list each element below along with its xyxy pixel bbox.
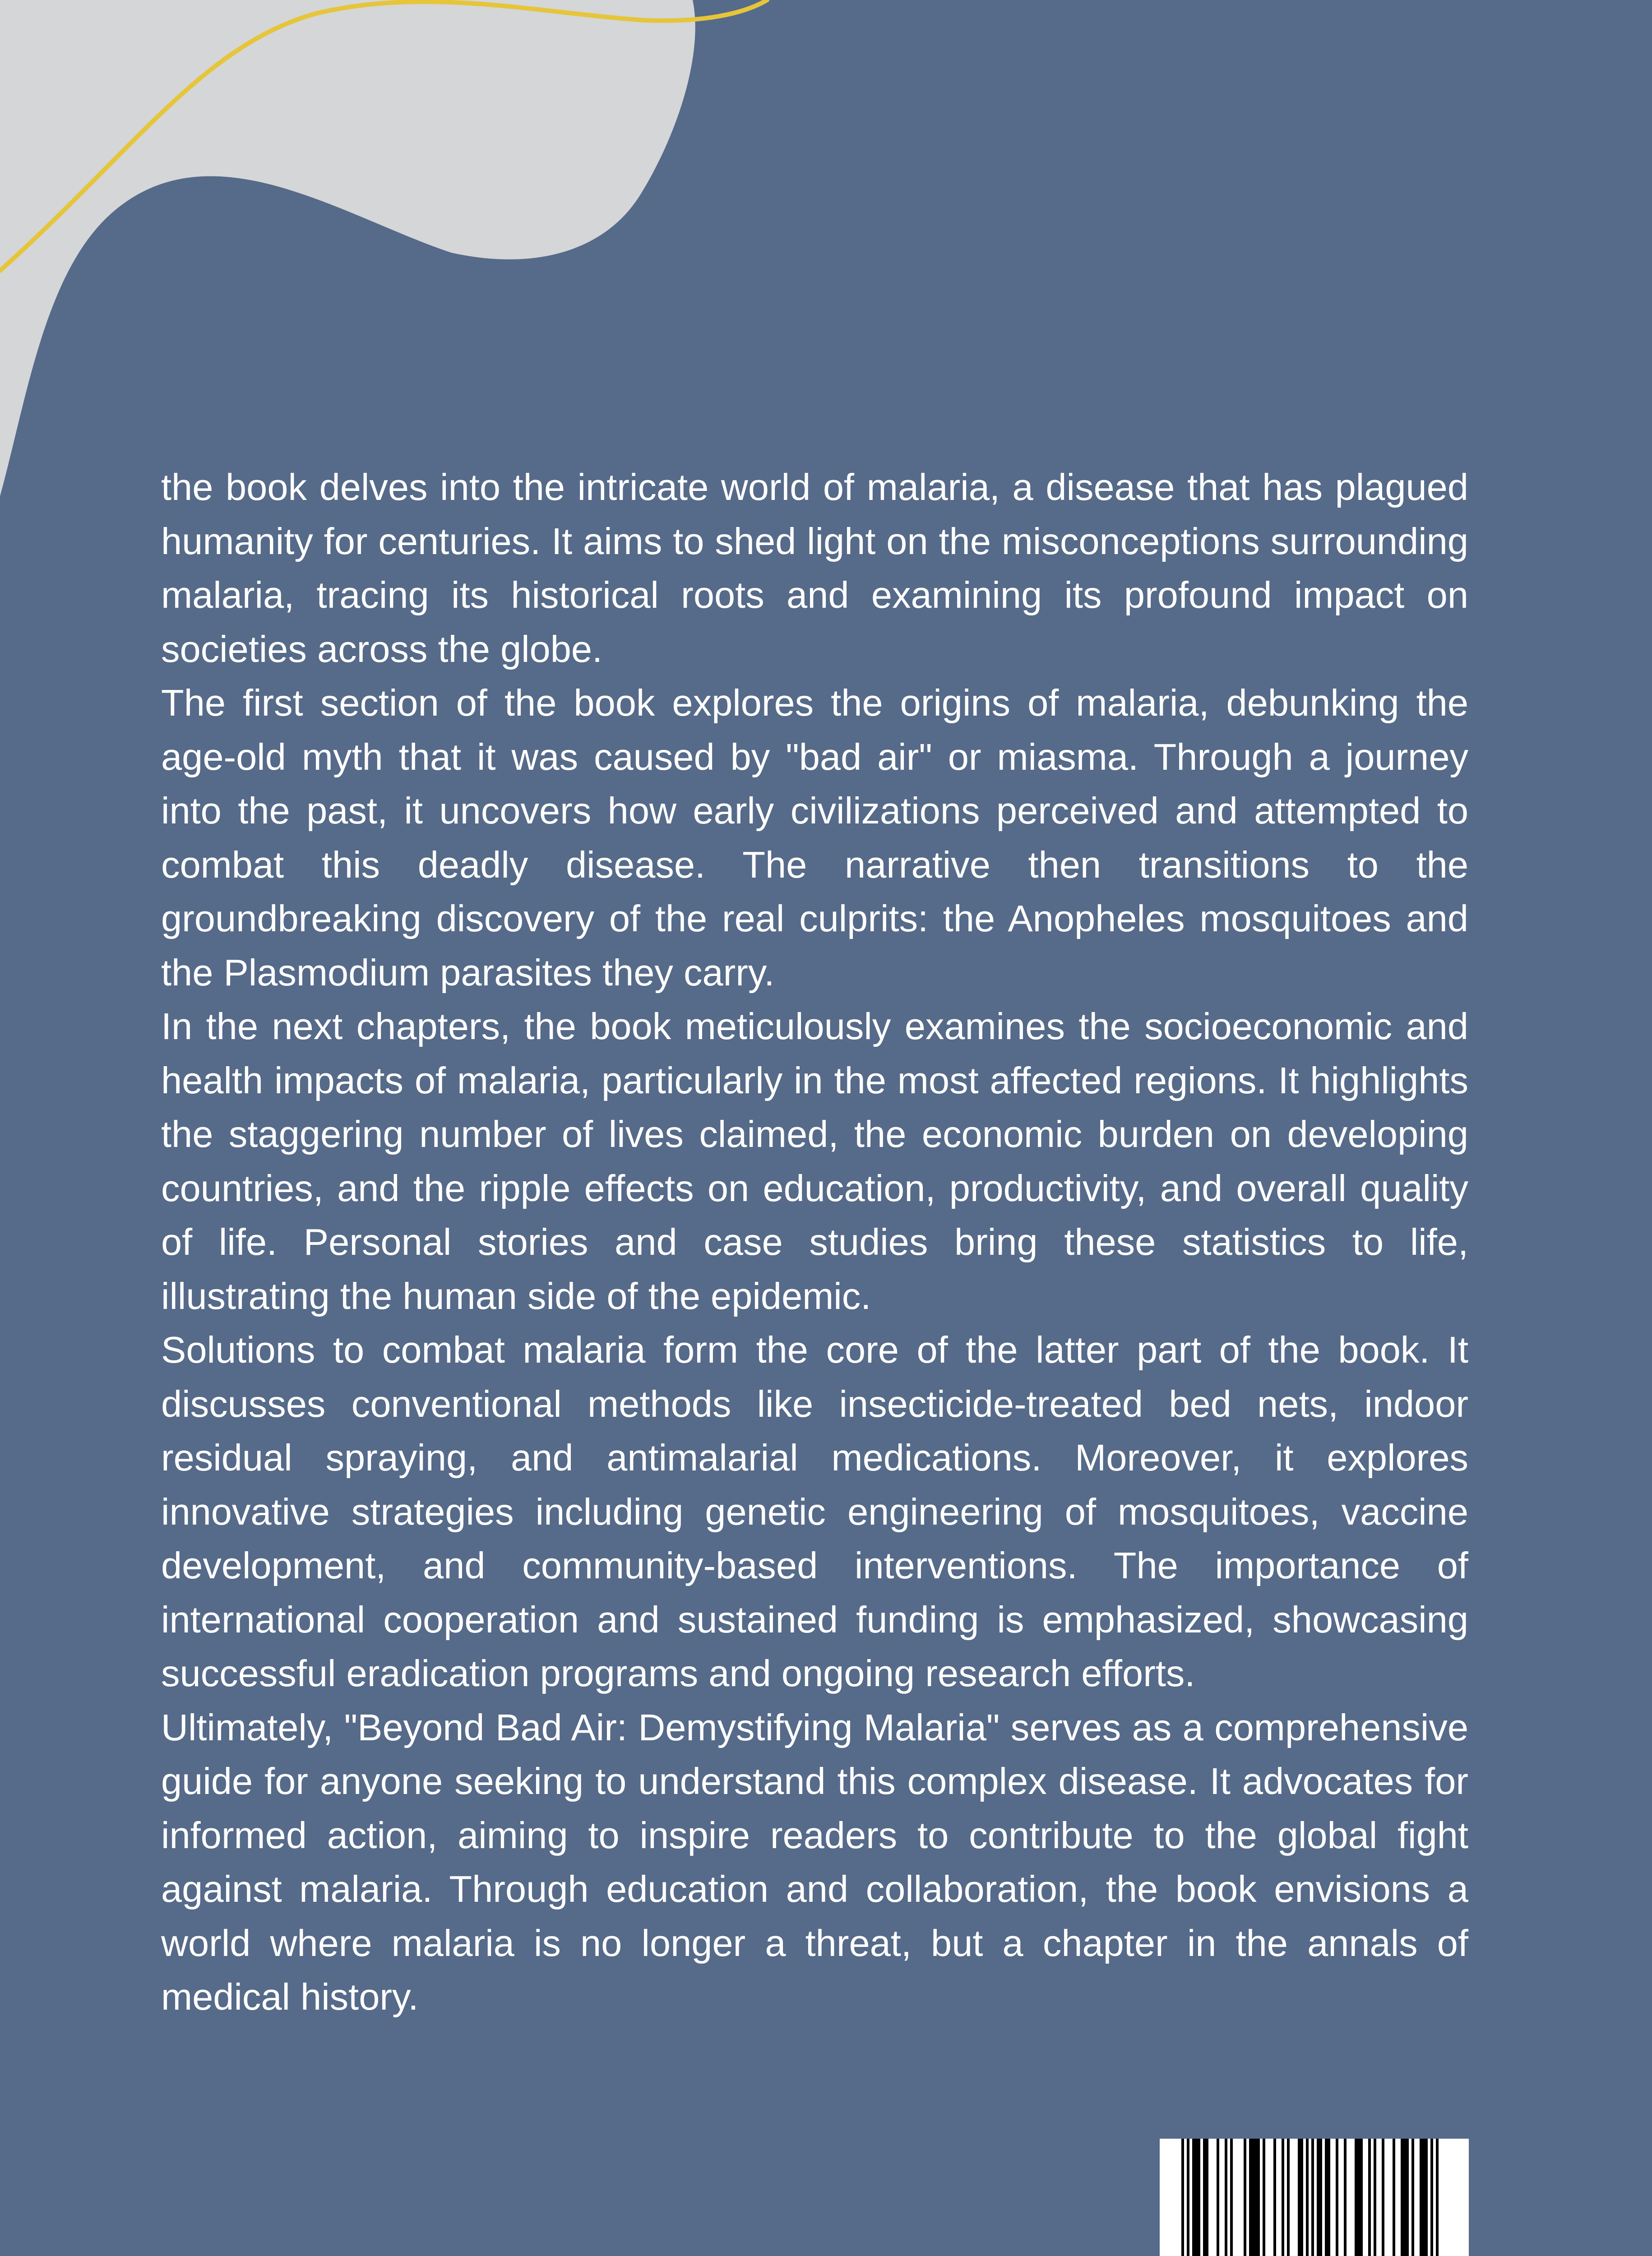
grey-blob-shape — [0, 0, 695, 496]
barcode-bar — [1203, 2139, 1206, 2256]
barcode-bar — [1252, 2139, 1254, 2256]
barcode-bar — [1195, 2139, 1198, 2256]
barcode-guard-bar — [1306, 2139, 1309, 2256]
barcode-bar — [1357, 2139, 1360, 2256]
barcode-bar — [1401, 2139, 1403, 2256]
barcode-bar — [1192, 2139, 1195, 2256]
blurb-paragraph: the book delves into the intricate world of malaria, a disease that has plagued humanity for centuries. It aims to shed light on the misconceptions surrounding malaria, tracing its historical roots and examining its profound impact on societies across the globe. — [161, 466, 1468, 670]
barcode-bar — [1206, 2139, 1208, 2256]
barcode-bar — [1263, 2139, 1265, 2256]
barcode-bar — [1406, 2139, 1409, 2256]
barcode-bar — [1411, 2139, 1414, 2256]
barcode-guard-bar — [1311, 2139, 1314, 2256]
barcode-bar — [1198, 2139, 1200, 2256]
barcode-bar — [1287, 2139, 1290, 2256]
barcode-bar — [1344, 2139, 1347, 2256]
barcode-bar — [1368, 2139, 1371, 2256]
barcode-bar — [1382, 2139, 1384, 2256]
barcode-bar — [1403, 2139, 1406, 2256]
barcode-bar — [1300, 2139, 1303, 2256]
barcode-guard-bar — [1436, 2139, 1439, 2256]
barcode-bar — [1422, 2139, 1425, 2256]
barcode-bar — [1249, 2139, 1252, 2256]
barcode-bar — [1254, 2139, 1257, 2256]
barcode-bar — [1273, 2139, 1276, 2256]
barcode-bar — [1360, 2139, 1363, 2256]
barcode-bars — [1160, 2139, 1469, 2256]
blurb-paragraph: The first section of the book explores the origins of malaria, debunking the age-old myth that it was caused by "bad air" or miasma. Through a journey into the past, it uncovers how early civilizations perceived and attempted to combat this deadly disease. The narrative then transitions to the groundbreaking discovery of the real culprits: the Anopheles mosquitoes and the Plasmodium parasites they carry. — [161, 682, 1468, 994]
barcode-bar — [1319, 2139, 1322, 2256]
blurb-paragraph: Ultimately, "Beyond Bad Air: Demystifying Malaria" serves as a comprehensive guide for anyone seeking to understand this complex disease. It advocates for informed action, aiming to inspire readers to contribute to the global fight against malaria. Through education and collaboration, the book envisions a world where malaria is no longer a threat, but a chapter in the annals of medical history. — [161, 1706, 1468, 2018]
isbn-barcode — [1160, 2139, 1469, 2256]
barcode-bar — [1257, 2139, 1260, 2256]
blurb-paragraph: Solutions to combat malaria form the core of the latter part of the book. It discusses conventional methods like insecticide-treated bed nets, indoor residual spraying, and antimalarial medications. Moreover, it explores innovative strategies including genetic engineering of mosquitoes, vaccine development, and community-based interventions. The importance of international cooperation and sustained funding is emphasized, showcasing successful eradication programs and ongoing research efforts. — [161, 1329, 1468, 1694]
barcode-guard-bar — [1181, 2139, 1184, 2256]
barcode-bar — [1393, 2139, 1395, 2256]
barcode-bar — [1282, 2139, 1284, 2256]
barcode-bar — [1217, 2139, 1219, 2256]
barcode-guard-bar — [1430, 2139, 1433, 2256]
barcode-bar — [1317, 2139, 1319, 2256]
barcode-bar — [1225, 2139, 1227, 2256]
blurb-paragraph: In the next chapters, the book meticulously examines the socioeconomic and health impacts of malaria, particularly in the most affected regions. It highlights the staggering number of lives claimed, the economic burden on developing countries, and the ripple effects on education, productivity, and overall quality of life. Personal stories and case studies bring these statistics to life, illustrating the human side of the epidemic. — [161, 1005, 1468, 1317]
barcode-guard-bar — [1187, 2139, 1189, 2256]
barcode-bar — [1244, 2139, 1246, 2256]
barcode-bar — [1355, 2139, 1357, 2256]
barcode-bar — [1420, 2139, 1422, 2256]
barcode-bar — [1374, 2139, 1376, 2256]
barcode-bar — [1336, 2139, 1338, 2256]
barcode-bar — [1230, 2139, 1233, 2256]
back-cover-blurb — [161, 460, 1468, 2024]
barcode-bar — [1325, 2139, 1328, 2256]
barcode-bar — [1328, 2139, 1330, 2256]
barcode-bar — [1425, 2139, 1428, 2256]
barcode-bar — [1298, 2139, 1300, 2256]
